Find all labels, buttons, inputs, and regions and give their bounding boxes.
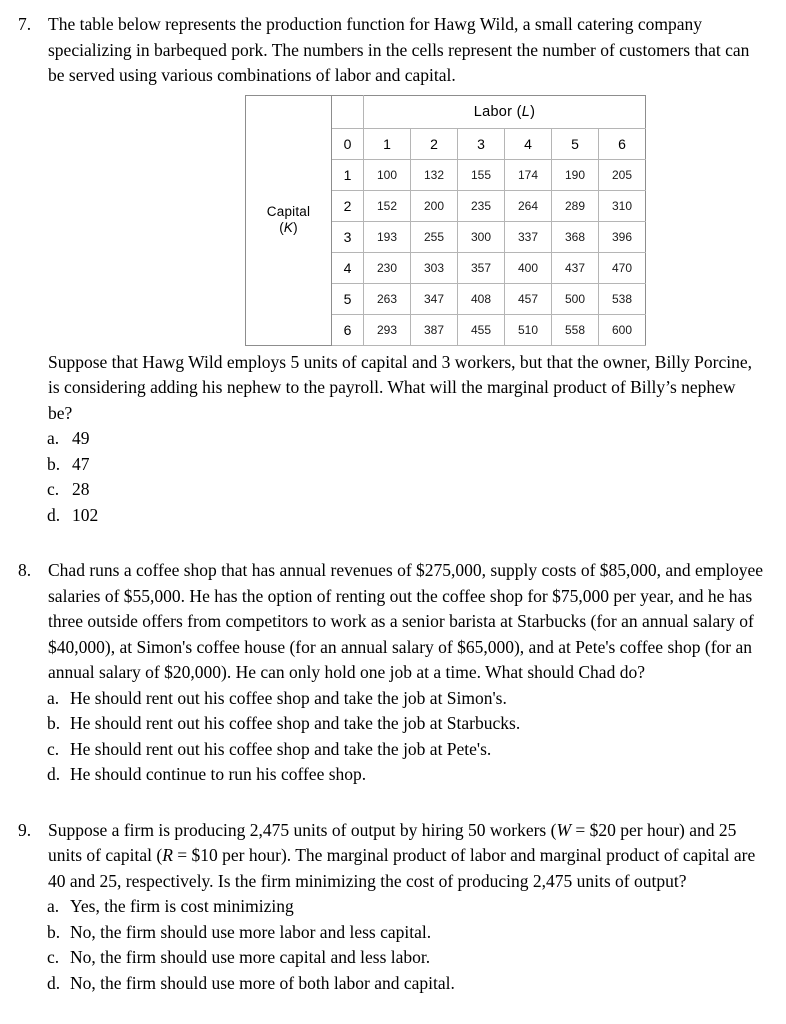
option-7-c[interactable]	[18, 477, 764, 503]
option-7-d[interactable]	[18, 503, 764, 529]
cell-k1-l4: 174	[505, 159, 552, 190]
row-label-5: 5	[332, 283, 364, 314]
cell-k5-l5: 500	[552, 283, 599, 314]
table-header-row	[246, 95, 646, 128]
option-9-d[interactable]	[18, 971, 764, 997]
capital-axis-label	[246, 95, 332, 345]
question-7-intro: The table below represents the production function for Hawg Wild, a small catering company specializing in barbequed pork. The numbers in the cells represent the number of customers that can be served using various combinations of labor and capital.	[48, 14, 750, 85]
question-8-number: 8.	[18, 560, 32, 580]
option-7-a[interactable]	[18, 426, 764, 452]
option-8-c[interactable]	[18, 737, 764, 763]
cell-k5-l1: 263	[364, 283, 411, 314]
option-7-b-text: 47	[72, 453, 90, 474]
cell-k2-l3: 235	[458, 190, 505, 221]
cell-k3-l4: 337	[505, 221, 552, 252]
option-9-c[interactable]	[18, 945, 764, 971]
cell-k2-l6: 310	[599, 190, 646, 221]
row-label-2: 2	[332, 190, 364, 221]
capital-label-paren-close: )	[293, 220, 298, 235]
cell-k1-l2: 132	[411, 159, 458, 190]
labor-label-variable: L	[521, 103, 531, 120]
question-9-variable-r: R	[162, 845, 173, 865]
option-8-c-marker: c.	[47, 738, 60, 759]
spacer-q8-q9	[18, 788, 764, 818]
option-7-a-marker: a.	[47, 428, 60, 448]
cell-k6-l3: 455	[458, 314, 505, 345]
question-9-body	[48, 818, 764, 895]
cell-k3-l5: 368	[552, 221, 599, 252]
question-7-continuation-body	[48, 350, 764, 427]
cell-k4-l5: 437	[552, 252, 599, 283]
option-8-d-marker: d.	[47, 764, 61, 784]
cell-k6-l6: 600	[599, 314, 646, 345]
cell-k2-l1: 152	[364, 190, 411, 221]
cell-k3-l3: 300	[458, 221, 505, 252]
column-header-4: 4	[505, 128, 552, 159]
question-7-after-table-text: Suppose that Hawg Wild employs 5 units of capital and 3 workers, but that the owner, Billy Porcine, is considering adding his nephew to the payroll. What will the marginal product of Billy’s nephew be?	[48, 351, 752, 423]
option-8-b-marker: b.	[47, 713, 61, 733]
cell-k5-l3: 408	[458, 283, 505, 314]
question-8-options	[18, 686, 764, 788]
cell-k5-l4: 457	[505, 283, 552, 314]
row-label-1: 1	[332, 159, 364, 190]
option-7-d-text: 102	[72, 504, 99, 525]
option-9-d-text: No, the firm should use more of both labor and capital.	[70, 972, 455, 993]
cell-k3-l1: 193	[364, 221, 411, 252]
cell-k4-l3: 357	[458, 252, 505, 283]
cell-k4-l4: 400	[505, 252, 552, 283]
option-9-c-marker: c.	[47, 947, 60, 967]
question-9-intro	[48, 818, 764, 895]
labor-label-text: Labor (	[473, 103, 522, 120]
question-9-number: 9.	[18, 819, 32, 840]
labor-label-paren-close: )	[530, 103, 536, 120]
cell-k2-l5: 289	[552, 190, 599, 221]
capital-label-variable: K	[283, 220, 294, 235]
cell-k6-l4: 510	[505, 314, 552, 345]
option-9-d-marker: d.	[47, 972, 61, 993]
option-9-b-text: No, the firm should use more labor and less capital.	[70, 921, 432, 942]
cell-k5-l6: 538	[599, 283, 646, 314]
column-header-1: 1	[364, 128, 411, 159]
column-header-2: 2	[411, 128, 458, 159]
option-9-a[interactable]	[18, 894, 764, 920]
column-header-3: 3	[458, 128, 505, 159]
cell-k5-l2: 347	[411, 283, 458, 314]
question-8-intro: Chad runs a coffee shop that has annual revenues of $275,000, supply costs of $85,000, and employee salaries of $55,000. He has the option of renting out the coffee shop for $75,000 per year, and he has three outside offers from competitors to work as a senior barista at Starbucks (for an annual salary of $40,000), at Simon's coffee house (for an annual salary of $65,000), and at Pete's coffee shop (for an annual salary of $20,000). He can only hold one job at a time. What should Chad do?	[48, 560, 764, 682]
labor-axis-label	[364, 95, 646, 128]
cell-k2-l4: 264	[505, 190, 552, 221]
cell-k1-l1: 100	[364, 159, 411, 190]
question-9	[18, 818, 764, 895]
option-7-b[interactable]	[18, 452, 764, 478]
question-8	[18, 558, 764, 686]
column-header-6: 6	[599, 128, 646, 159]
option-9-a-marker: a.	[47, 896, 60, 916]
cell-k2-l2: 200	[411, 190, 458, 221]
table-corner-blank	[332, 95, 364, 128]
question-9-text-part-1: Suppose a firm is producing 2,475 units of output by hiring 50 workers (	[48, 819, 557, 840]
question-9-text-part-2: = $20 per hour) and 25 units of capital (	[48, 819, 737, 865]
cell-k1-l5: 190	[552, 159, 599, 190]
cell-k6-l2: 387	[411, 314, 458, 345]
question-7-body	[48, 12, 764, 89]
cell-k4-l2: 303	[411, 252, 458, 283]
option-9-c-text: No, the firm should use more capital and less labor.	[70, 947, 431, 967]
cell-k1-l6: 205	[599, 159, 646, 190]
cell-k1-l3: 155	[458, 159, 505, 190]
option-7-a-text: 49	[72, 428, 90, 448]
cell-k3-l6: 396	[599, 221, 646, 252]
option-7-d-marker: d.	[47, 504, 61, 525]
cell-k4-l1: 230	[364, 252, 411, 283]
row-label-6: 6	[332, 314, 364, 345]
option-8-a[interactable]	[18, 686, 764, 712]
cell-k6-l5: 558	[552, 314, 599, 345]
row-label-4: 4	[332, 252, 364, 283]
question-7-options	[18, 426, 764, 528]
production-function-table	[245, 95, 646, 346]
option-8-b-text: He should rent out his coffee shop and take the job at Starbucks.	[70, 713, 521, 733]
option-8-a-text: He should rent out his coffee shop and take the job at Simon's.	[70, 687, 507, 708]
option-9-a-text: Yes, the firm is cost minimizing	[70, 896, 294, 916]
question-9-variable-w: W	[556, 819, 572, 840]
spacer-q7-q8	[18, 528, 764, 558]
option-8-c-text: He should rent out his coffee shop and take the job at Pete's.	[70, 738, 492, 759]
question-7-number: 7.	[18, 14, 32, 34]
capital-label-paren-open: (	[279, 220, 284, 235]
cell-k4-l6: 470	[599, 252, 646, 283]
option-7-c-text: 28	[72, 479, 90, 499]
capital-label-text: Capital	[266, 204, 311, 219]
question-9-options	[18, 894, 764, 996]
question-7-continuation	[18, 350, 764, 427]
table-origin-cell: 0	[332, 128, 364, 159]
question-7	[18, 12, 764, 89]
option-7-b-marker: b.	[47, 453, 61, 474]
option-9-b[interactable]	[18, 920, 764, 946]
option-8-d[interactable]	[18, 762, 764, 788]
production-function-table-wrapper	[18, 95, 764, 346]
cell-k3-l2: 255	[411, 221, 458, 252]
cell-k6-l1: 293	[364, 314, 411, 345]
option-8-b[interactable]	[18, 711, 764, 737]
column-header-5: 5	[552, 128, 599, 159]
question-9-text-part-3: = $10 per hour). The marginal product of labor and marginal product of capital are 40 and 25, respectively. Is the firm minimizing the cost of producing 2,475 units of output?	[48, 845, 756, 891]
option-7-c-marker: c.	[47, 479, 60, 499]
option-8-d-text: He should continue to run his coffee shop.	[70, 764, 367, 784]
question-8-body	[48, 558, 764, 686]
option-8-a-marker: a.	[47, 687, 60, 708]
option-9-b-marker: b.	[47, 921, 61, 942]
row-label-3: 3	[332, 221, 364, 252]
